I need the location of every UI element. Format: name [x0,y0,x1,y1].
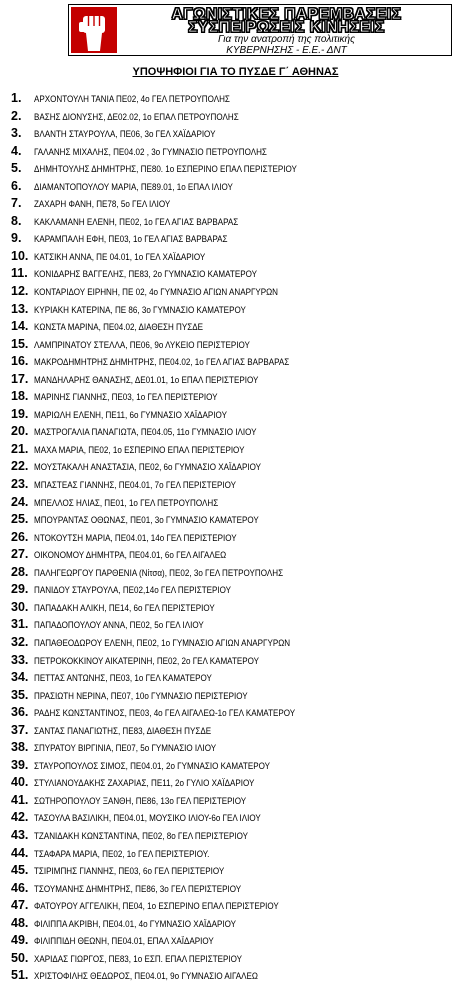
list-item [11,300,340,318]
list-item-number: 35. [11,687,29,702]
list-item [11,580,340,598]
list-item-text: ΜΟΥΣΤΑΚΑΛΗ ΑΝΑΣΤΑΣΙΑ, ΠΕ02, 6ο ΓΥΜΝΑΣΙΟ ΧΑΪΔΑΡΙΟΥ [34,461,261,473]
list-item-number: 38. [11,740,29,755]
list-item-text: ΑΡΧΟΝΤΟΥΛΗ ΤΑΝΙΑ ΠΕ02, 4ο ΓΕΛ ΠΕΤΡΟΥΠΟΛΗΣ [34,93,230,104]
list-item-text: ΚΑΚΛΑΜΑΝΗ ΕΛΕΝΗ, ΠΕ02, 1ο ΓΕΛ ΑΓΙΑΣ ΒΑΡΒΑΡΑΣ [34,215,239,227]
list-item-text: ΚΑΤΣΙΚΗ ΑΝΝΑ, ΠΕ 04.01, 1ο ΓΕΛ ΧΑΪΔΑΡΙΟΥ [34,250,206,262]
list-item-number: 26. [11,529,29,544]
list-item [11,124,340,142]
list-item [11,370,340,388]
list-item-text: ΚΥΡΙΑΚΗ ΚΑΤΕΡΙΝΑ, ΠΕ 86, 3ο ΓΥΜΝΑΣΙΟ ΚΑΜΑΤΕΡΟΥ [34,303,246,315]
list-item-text: ΓΑΛΑΝΗΣ ΜΙΧΑΛΗΣ, ΠΕ04.02 , 3ο ΓΥΜΝΑΣΙΟ ΠΕΤΡΟΥΠΟΛΗΣ [34,145,267,157]
list-item-number: 3. [11,126,22,141]
list-item-number: 30. [11,599,29,614]
list-item [11,282,340,300]
list-item-text: ΜΑΝΔΗΛΑΡΗΣ ΘΑΝΑΣΗΣ, ΔΕ01.01, 1ο ΕΠΑΛ ΠΕΡΙΣΤΕΡΙΟΥ [34,373,259,385]
list-item-text: ΜΑΡΙΩΛΗ ΕΛΕΝΗ, ΠΕ11, 6ο ΓΥΜΝΑΣΙΟ ΧΑΪΔΑΡΙΟΥ [34,408,227,420]
raised-fist-icon [71,7,117,53]
list-item-text: ΠΑΝΙΔΟΥ ΣΤΑΥΡΟΥΛΑ, ΠΕ02,14ο ΓΕΛ ΠΕΡΙΣΤΕΡΙΟΥ [34,584,232,596]
list-item [11,931,340,949]
list-item [11,107,340,125]
banner-line-1: ΑΓΩΝΙΣΤΙΚΕΣ ΠΑΡΕΜΒΑΣΕΙΣ [171,6,402,23]
list-item-text: ΔΙΑΜΑΝΤΟΠΟΥΛΟΥ ΜΑΡΙΑ, ΠΕ89.01, 1ο ΕΠΑΛ ΙΛΙΟΥ [34,180,233,192]
list-item-text: ΣΩΤΗΡΟΠΟΥΛΟΥ ΞΑΝΘΗ, ΠΕ86, 13ο ΓΕΛ ΠΕΡΙΣΤΕΡΙΟΥ [34,794,247,806]
list-item [11,826,340,844]
list-item [11,142,340,160]
list-item-number: 7. [11,196,22,211]
list-item [11,510,340,528]
list-item-text: ΣΠΥΡΑΤΟΥ ΒΙΡΓΙΝΙΑ, ΠΕ07, 5ο ΓΥΜΝΑΣΙΟ ΙΛΙΟΥ [34,742,217,754]
list-item-text: ΔΗΜΗΤΟΥΛΗΣ ΔΗΜΗΤΡΗΣ, ΠΕ80. 1ο ΕΣΠΕΡΙΝΟ ΕΠΑΛ ΠΕΡΙΣΤΕΡΙΟΥ [34,163,297,175]
list-item [11,966,340,984]
list-item [11,352,340,370]
list-item-text: ΧΑΡΙΔΑΣ ΓΙΩΡΓΟΣ, ΠΕ83, 1ο ΕΣΠ. ΕΠΑΛ ΠΕΡΙΣΤΕΡΙΟΥ [34,952,243,964]
list-item-text: ΠΑΛΗΓΕΩΡΓΟΥ ΠΑΡΘΕΝΙΑ (Νίτσα), ΠΕ02, 3ο ΓΕΛ ΠΕΤΡΟΥΠΟΛΗΣ [34,566,284,578]
list-item [11,528,340,546]
list-item [11,493,340,511]
list-item-number: 37. [11,722,29,737]
list-item-number: 51. [11,968,29,983]
header-banner [68,4,452,56]
list-item [11,598,340,616]
list-item-text: ΤΣΟΥΜΑΝΗΣ ΔΗΜΗΤΡΗΣ, ΠΕ86, 3ο ΓΕΛ ΠΕΡΙΣΤΕΡΙΟΥ [34,882,242,894]
page-title: ΥΠΟΨΗΦΙΟΙ ΓΙΑ ΤΟ ΠΥΣΔΕ Γ΄ ΑΘΗΝΑΣ [132,66,339,78]
list-item [11,229,340,247]
list-item [11,791,340,809]
banner-line-3: Για την ανατροπή της πολιτικής [218,34,355,45]
list-item [11,440,340,458]
list-item-number: 1. [11,91,22,105]
list-item [11,914,340,932]
list-item-number: 16. [11,354,29,369]
list-item [11,879,340,897]
list-item-number: 22. [11,459,29,474]
list-item-number: 39. [11,757,29,772]
list-item-number: 47. [11,898,29,913]
list-item-text: ΟΙΚΟΝΟΜΟΥ ΔΗΜΗΤΡΑ, ΠΕ04.01, 6ο ΓΕΛ ΑΙΓΑΛΕΩ [34,549,227,561]
list-item [11,545,340,563]
list-item-number: 36. [11,705,29,720]
banner-line-4: ΚΥΒΕΡΝΗΣΗΣ - Ε.Ε.- ΔΝΤ [226,45,347,56]
list-item-text: ΠΑΠΑΘΕΟΔΩΡΟΥ ΕΛΕΝΗ, ΠΕ02, 1ο ΓΥΜΝΑΣΙΟ ΑΓΙΩΝ ΑΝΑΡΓΥΡΩΝ [34,636,291,648]
list-item-text: ΜΑΚΡΟΔΗΜΗΤΡΗΣ ΔΗΜΗΤΡΗΣ, ΠΕ04.02, 1ο ΓΕΛ ΑΓΙΑΣ ΒΑΡΒΑΡΑΣ [34,356,290,368]
banner-line-2: ΣΥΣΠΕΙΡΩΣΕΙΣ ΚΙΝΗΣΕΙΣ [188,19,385,36]
list-item-number: 46. [11,880,29,895]
list-item-number: 12. [11,284,29,299]
list-item-number: 44. [11,845,29,860]
list-item-text: ΤΣΑΦΑΡΑ ΜΑΡΙΑ, ΠΕ02, 1ο ΓΕΛ ΠΕΡΙΣΤΕΡΙΟΥ. [34,847,210,859]
list-item [11,177,340,195]
list-item-text: ΒΑΣΗΣ ΔΙΟΝΥΣΗΣ, ΔΕ02.02, 1ο ΕΠΑΛ ΠΕΤΡΟΥΠΟΛΗΣ [34,110,239,122]
list-item-number: 50. [11,950,29,965]
list-item-text: ΦΙΛΙΠΠΑ ΑΚΡΙΒΗ, ΠΕ04.01, 4ο ΓΥΜΝΑΣΙΟ ΧΑΪΔΑΡΙΟΥ [34,917,237,929]
list-item [11,563,340,581]
list-item-number: 40. [11,775,29,790]
list-item-text: ΠΕΤΡΟΚΟΚΚΙΝΟΥ ΑΙΚΑΤΕΡΙΝΗ, ΠΕ02, 2ο ΓΕΛ ΚΑΜΑΤΕΡΟΥ [34,654,260,666]
list-item-text: ΤΑΣΟΥΛΑ ΒΑΣΙΛΙΚΗ, ΠΕ04.01, ΜΟΥΣΙΚΟ ΙΛΙΟΥ-6ο ΓΕΛ ΙΛΙΟΥ [34,812,261,824]
list-item-number: 14. [11,319,29,334]
list-item [11,668,340,686]
list-item-number: 33. [11,652,29,667]
logo [71,7,117,53]
list-item-number: 10. [11,248,29,263]
list-item-text: ΜΑΧΑ ΜΑΡΙΑ, ΠΕ02, 1ο ΕΣΠΕΡΙΝΟ ΕΠΑΛ ΠΕΡΙΣΤΕΡΙΟΥ [34,443,245,455]
list-item-text: ΚΩΝΣΤΑ ΜΑΡΙΝΑ, ΠΕ04.02, ΔΙΑΘΕΣΗ ΠΥΣΔΕ [34,321,203,333]
list-item-text: ΠΑΠΑΔΑΚΗ ΑΛΙΚΗ, ΠΕ14, 6ο ΓΕΛ ΠΕΡΙΣΤΕΡΙΟΥ [34,601,215,613]
list-item [11,844,340,862]
list-item [11,738,340,756]
list-item-number: 41. [11,792,29,807]
list-item [11,247,340,265]
list-item [11,633,340,651]
list-item-text: ΠΕΤΤΑΣ ΑΝΤΩΝΗΣ, ΠΕ03, 1ο ΓΕΛ ΚΑΜΑΤΕΡΟΥ [34,672,212,684]
list-item-text: ΚΟΝΤΑΡΙΔΟΥ ΕΙΡΗΝΗ, ΠΕ 02, 4ο ΓΥΜΝΑΣΙΟ ΑΓΙΩΝ ΑΝΑΡΓΥΡΩΝ [34,286,279,298]
list-item-text: ΠΑΠΑΔΟΠΟΥΛΟΥ ΑΝΝΑ, ΠΕ02, 5ο ΓΕΛ ΙΛΙΟΥ [34,619,204,631]
list-item-number: 29. [11,582,29,597]
list-item [11,422,340,440]
list-item [11,212,340,230]
list-item-number: 43. [11,827,29,842]
list-item [11,721,340,739]
list-item-number: 45. [11,863,29,878]
list-item-text: ΦΙΛΙΠΠΙΔΗ ΘΕΩΝΗ, ΠΕ04.01, ΕΠΑΛ ΧΑΪΔΑΡΙΟΥ [34,935,214,947]
list-item-number: 11. [11,266,28,281]
list-item [11,457,340,475]
list-item-number: 15. [11,336,29,351]
list-item [11,335,340,353]
list-item-number: 28. [11,564,29,579]
list-item-number: 13. [11,301,29,316]
list-item-number: 25. [11,512,29,527]
list-item [11,475,340,493]
list-item-text: ΝΤΟΚΟΥΤΣΗ ΜΑΡΙΑ, ΠΕ04.01, 14ο ΓΕΛ ΠΕΡΙΣΤΕΡΙΟΥ [34,531,237,543]
list-item-text: ΜΠΟΥΡΑΝΤΑΣ ΟΘΩΝΑΣ, ΠΕ01, 3ο ΓΥΜΝΑΣΙΟ ΚΑΜΑΤΕΡΟΥ [34,514,259,526]
list-item-number: 48. [11,915,29,930]
list-item [11,861,340,879]
list-item [11,896,340,914]
list-item-text: ΚΟΝΙΔΑΡΗΣ ΒΑΓΓΕΛΗΣ, ΠΕ83, 2ο ΓΥΜΝΑΣΙΟ ΚΑΜΑΤΕΡΟΥ [34,268,257,280]
list-item-number: 32. [11,634,29,649]
list-item-text: ΣΤΑΥΡΟΠΟΥΛΟΣ ΣΙΜΟΣ, ΠΕ04.01, 2ο ΓΥΜΝΑΣΙΟ ΚΑΜΑΤΕΡΟΥ [34,759,270,771]
list-item-text: ΤΣΙΡΙΜΠΗΣ ΓΙΑΝΝΗΣ, ΠΕ03, 6ο ΓΕΛ ΠΕΡΙΣΤΕΡΙΟΥ [34,865,225,877]
list-item-number: 5. [11,161,22,176]
list-item [11,317,340,335]
list-item-text: ΛΑΜΠΡΙΝΑΤΟΥ ΣΤΕΛΛΑ, ΠΕ06, 9ο ΛΥΚΕΙΟ ΠΕΡΙΣΤΕΡΙΟΥ [34,338,250,350]
list-item-text: ΤΖΑΝΙΔΑΚΗ ΚΩΝΣΤΑΝΤΙΝΑ, ΠΕ02, 8ο ΓΕΛ ΠΕΡΙΣΤΕΡΙΟΥ [34,829,249,841]
list-item [11,703,340,721]
list-item-number: 4. [11,143,22,158]
list-item [11,159,340,177]
banner-text [124,5,449,56]
list-item-text: ΡΑΔΗΣ ΚΩΝΣΤΑΝΤΙΝΟΣ, ΠΕ03, 4ο ΓΕΛ ΑΙΓΑΛΕΩ-1ο ΓΕΛ ΚΑΜΑΤΕΡΟΥ [34,707,296,719]
list-item-text: ΠΡΑΣΙΩΤΗ ΝΕΡΙΝΑ, ΠΕ07, 10ο ΓΥΜΝΑΣΙΟ ΠΕΡΙΣΤΕΡΙΟΥ [34,689,248,701]
list-item-text: ΖΑΧΑΡΗ ΦΑΝΗ, ΠΕ78, 5ο ΓΕΛ ΙΛΙΟΥ [34,198,171,210]
list-item-number: 6. [11,178,22,193]
list-item [11,756,340,774]
list-item [11,949,340,967]
list-item [11,651,340,669]
list-item-text: ΜΑΣΤΡΟΓΑΛΙΑ ΠΑΝΑΓΙΩΤΑ, ΠΕ04.05, 11ο ΓΥΜΝΑΣΙΟ ΙΛΙΟΥ [34,426,257,438]
list-item-text: ΜΑΡΙΝΗΣ ΓΙΑΝΝΗΣ, ΠΕ03, 1ο ΓΕΛ ΠΕΡΙΣΤΕΡΙΟΥ [34,391,218,403]
list-item-number: 19. [11,406,29,421]
list-item-number: 9. [11,231,22,246]
list-item-number: 34. [11,670,29,685]
list-item-number: 8. [11,213,22,228]
list-item-text: ΣΑΝΤΑΣ ΠΑΝΑΓΙΩΤΗΣ, ΠΕ83, ΔΙΑΘΕΣΗ ΠΥΣΔΕ [34,724,212,736]
list-item-text: ΜΠΑΣΤΕΑΣ ΓΙΑΝΝΗΣ, ΠΕ04.01, 7ο ΓΕΛ ΠΕΡΙΣΤΕΡΙΟΥ [34,479,236,491]
list-item-number: 17. [11,371,29,386]
list-item [11,405,340,423]
list-item-number: 49. [11,933,29,948]
list-item [11,808,340,826]
list-item-number: 2. [11,108,22,123]
list-item-number: 20. [11,424,29,439]
list-item-number: 27. [11,547,29,562]
list-item-text: ΦΑΤΟΥΡΟΥ ΑΓΓΕΛΙΚΗ, ΠΕ04, 1ο ΕΣΠΕΡΙΝΟ ΕΠΑΛ ΠΕΡΙΣΤΕΡΙΟΥ [34,900,279,912]
list-item [11,615,340,633]
list-item-text: ΧΡΙΣΤΟΦΙΛΗΣ ΘΕΔΩΡΟΣ, ΠΕ04.01, 9ο ΓΥΜΝΑΣΙΟ ΑΙΓΑΛΕΩ [34,970,258,982]
list-item-number: 42. [11,810,29,825]
list-item-text: ΚΑΡΑΜΠΑΛΗ ΕΦΗ, ΠΕ03, 1ο ΓΕΛ ΑΓΙΑΣ ΒΑΡΒΑΡΑΣ [34,233,228,245]
list-item [11,264,340,282]
list-item [11,89,340,107]
list-item-number: 21. [11,441,29,456]
list-item-number: 31. [11,617,29,632]
list-item-text: ΒΛΑΝΤΗ ΣΤΑΥΡΟΥΛΑ, ΠΕ06, 3ο ΓΕΛ ΧΑΪΔΑΡΙΟΥ [34,128,216,140]
list-item-number: 24. [11,494,29,509]
list-item [11,194,340,212]
list-item-number: 23. [11,477,29,492]
list-item [11,387,340,405]
list-item-number: 18. [11,389,29,404]
list-item [11,773,340,791]
list-item-text: ΜΠΕΛΛΟΣ ΗΛΙΑΣ, ΠΕ01, 1ο ΓΕΛ ΠΕΤΡΟΥΠΟΛΗΣ [34,496,219,508]
list-item-text: ΣΤΥΛΙΑΝΟΥΔΑΚΗΣ ΖΑΧΑΡΙΑΣ, ΠΕ11, 2ο ΓΥΛΙΟ ΧΑΪΔΑΡΙΟΥ [34,777,255,789]
list-item [11,686,340,704]
candidate-list [11,89,340,984]
